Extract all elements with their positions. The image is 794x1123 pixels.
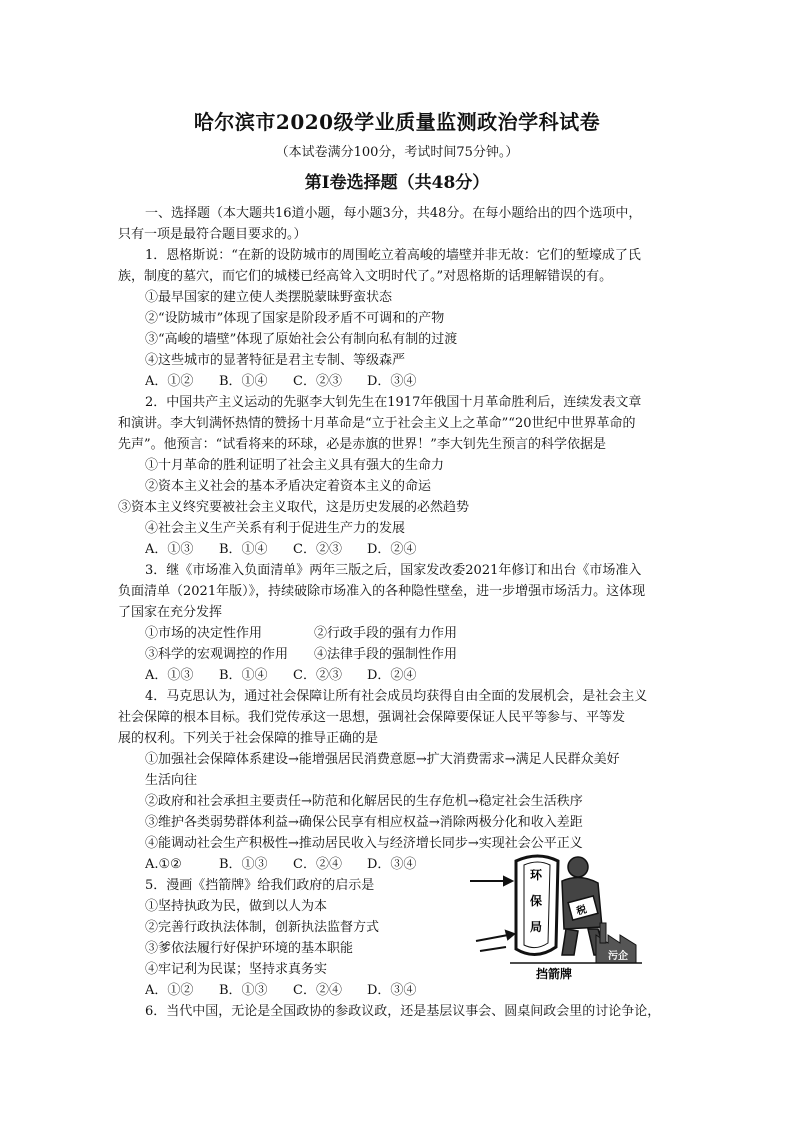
answer-options [145, 665, 688, 686]
answer-option: A．①② [145, 983, 194, 998]
answer-option: B．①④ [219, 668, 268, 683]
text-line: ④牢记利为民谋；坚持求真务实 [145, 962, 328, 977]
text-line: 了国家在充分发挥 [118, 605, 223, 620]
answer-option: B．①③ [219, 983, 268, 998]
text-line: 和演讲。李大钊满怀热情的赞扬十月革命是“立于社会主义上之革命”“20世纪中世界革命的 [118, 416, 636, 431]
text-line: ②“设防城市”体现了国家是阶段矛盾不可调和的产物 [145, 311, 445, 326]
exam-title: 哈尔滨市2020级学业质量监测政治学科试卷 [193, 110, 601, 134]
sign-text: 税 [575, 904, 588, 918]
shield-text: 保 [530, 894, 543, 908]
answer-option: B．①④ [219, 374, 268, 389]
answer-option: C．②④ [293, 857, 342, 872]
text-line: ④能调动社会生产积极性→推动居民收入与经济增长同步→实现社会公平正义 [145, 836, 583, 851]
text-line: 只有一项是最符合题目要求的。） [118, 227, 307, 242]
text-line: 5．漫画《挡箭牌》给我们政府的启示是 [145, 878, 375, 893]
text-line: 先声”。他预言：“试看将来的环球，必是赤旗的世界！”李大钊先生预言的科学依据是 [118, 437, 606, 452]
text-line: ①十月革命的胜利证明了社会主义具有强大的生命力 [145, 458, 445, 473]
text-line: 社会保障的根本目标。我们党传承这一思想，强调社会保障要保证人民平等参与、平等发 [118, 710, 626, 725]
answer-option: D．③④ [367, 374, 417, 389]
text-line: ①最早国家的建立使人类摆脱蒙昧野蛮状态 [145, 290, 393, 305]
answer-option: C．②③ [293, 668, 342, 683]
text-line: ③维护各类弱势群体利益→确保公民享有相应权益→消除两极分化和收入差距 [145, 815, 583, 830]
text-line: 2．中国共产主义运动的先驱李大钊先生在1917年俄国十月革命胜利后，连续发表文章 [145, 395, 642, 410]
answer-option: A.①② [145, 857, 182, 872]
factory-label: 污企 [608, 951, 628, 962]
cartoon-illustration [466, 851, 646, 981]
text-line: ④社会主义生产关系有利于促进生产力的发展 [145, 521, 406, 536]
answer-option: D．③④ [367, 857, 417, 872]
text-line: ③爹依法履行好保护环境的基本职能 [145, 941, 354, 956]
exam-subtitle: （本试卷满分100分，考试时间75分钟。） [275, 145, 519, 160]
text-line: ④这些城市的显著特征是君主专制、等级森严 [145, 353, 406, 368]
section-heading: 第Ⅰ卷选择题（共48分） [304, 173, 490, 193]
text-line: ②完善行政执法体制，创新执法监督方式 [145, 920, 380, 935]
shield-text: 局 [530, 920, 543, 934]
text-line: 族，制度的墓穴，而它们的城楼已经高耸入文明时代了。”对恩格斯的话理解错误的有。 [118, 269, 613, 284]
text-line: ①加强社会保障体系建设→能增强居民消费意愿→扩大消费需求→满足人民群众美好 [145, 752, 620, 767]
answer-option: C．②③ [293, 542, 342, 557]
text-line: ③“高峻的墙壁”体现了原始社会公有制向私有制的过渡 [145, 332, 458, 347]
text-line: 生活向往 [145, 773, 198, 788]
answer-options [145, 371, 688, 392]
text-line: ①市场的决定性作用 ②行政手段的强有力作用 [145, 626, 458, 641]
answer-option: D．②④ [367, 668, 417, 683]
text-line: 6．当代中国，无论是全国政协的参政议政，还是基层议事会、圆桌间政会里的讨论争论， [145, 1004, 661, 1019]
answer-option: D．②④ [367, 542, 417, 557]
shield-text: 环 [530, 868, 543, 882]
text-line: ②政府和社会承担主要责任→防范和化解居民的生存危机→稳定社会生活秩序 [145, 794, 583, 809]
text-line: 负面清单（2021年版）》，持续破除市场准入的各种隐性壁垒，进一步增强市场活力。这体现 [118, 584, 646, 599]
text-line: 展的权利。下列关于社会保障的推导正确的是 [118, 731, 379, 746]
answer-option: A．①② [145, 374, 194, 389]
text-line: 一、选择题（本大题共16道小题，每小题3分，共48分。在每小题给出的四个选项中， [145, 206, 642, 221]
answer-option: C．②④ [293, 983, 342, 998]
answer-option: B．①③ [219, 857, 268, 872]
text-line: ③资本主义终究要被社会主义取代，这是历史发展的必然趋势 [118, 500, 470, 515]
answer-options [145, 980, 688, 1001]
text-line: ②资本主义社会的基本矛盾决定着资本主义的命运 [145, 479, 432, 494]
arrow-icon [470, 877, 514, 951]
text-line: 1．恩格斯说：“在新的设防城市的周围屹立着高峻的墙壁并非无故：它们的堑壕成了氏 [145, 248, 641, 263]
answer-option: A．①③ [145, 542, 194, 557]
text-line: 3．继《市场准入负面清单》两年三版之后，国家发改委2021年修订和出台《市场准入 [145, 563, 642, 578]
text-line: ①坚持执政为民，做到以人为本 [145, 899, 328, 914]
cartoon-caption: 挡箭牌 [536, 967, 573, 981]
answer-option: A．①③ [145, 668, 194, 683]
answer-option: B．①④ [219, 542, 268, 557]
text-line: 4．马克思认为，通过社会保障让所有社会成员均获得自由全面的发展机会，是社会主义 [145, 689, 648, 704]
answer-option: D．③④ [367, 983, 417, 998]
answer-option: C．②③ [293, 374, 342, 389]
text-line: ③科学的宏观调控的作用 ④法律手段的强制性作用 [145, 647, 458, 662]
answer-options [145, 539, 688, 560]
